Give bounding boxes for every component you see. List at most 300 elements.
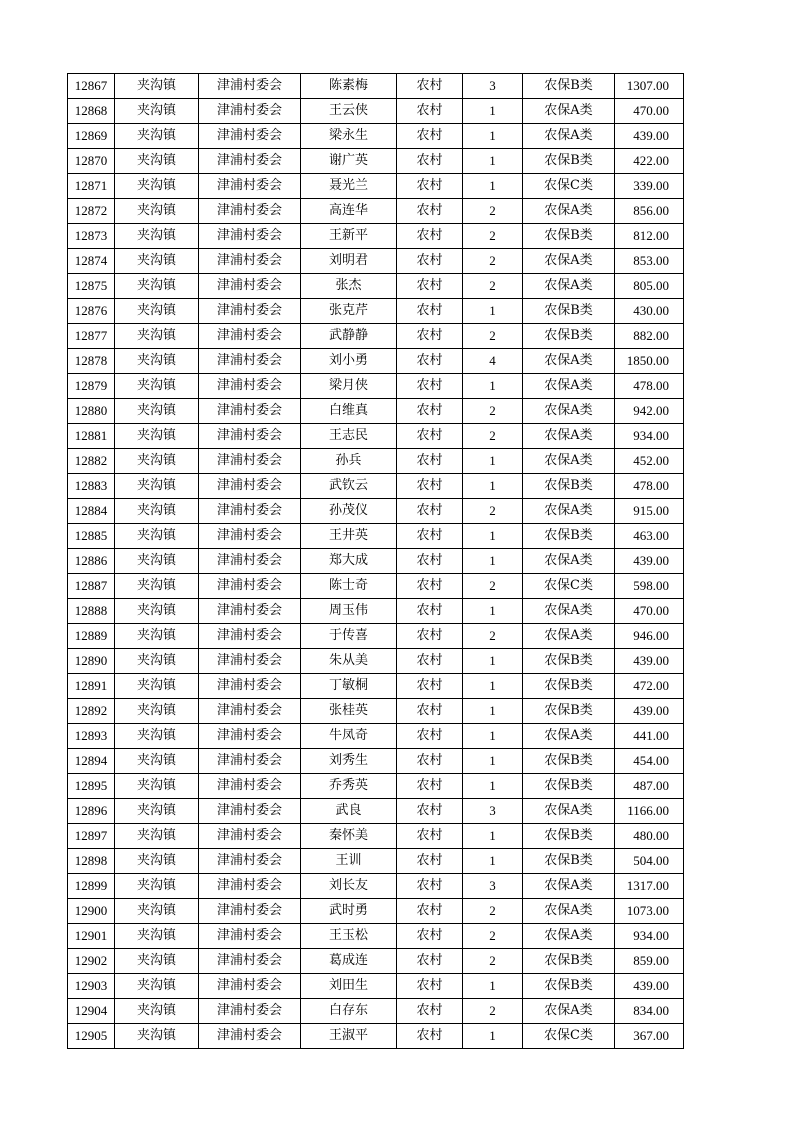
cell-household-count: 3 [463,874,523,899]
cell-person-name: 张桂英 [301,699,397,724]
cell-area-type: 农村 [397,474,463,499]
table-row [68,224,684,249]
cell-household-count: 1 [463,824,523,849]
cell-insurance-category: 农保B类 [523,824,615,849]
table-row [68,474,684,499]
cell-area-type: 农村 [397,774,463,799]
cell-village: 津浦村委会 [199,224,301,249]
cell-area-type: 农村 [397,199,463,224]
cell-person-name: 牛凤奇 [301,724,397,749]
cell-insurance-category: 农保A类 [523,199,615,224]
cell-village: 津浦村委会 [199,749,301,774]
cell-town: 夹沟镇 [115,699,199,724]
cell-insurance-category: 农保B类 [523,299,615,324]
cell-household-count: 1 [463,724,523,749]
cell-record-id: 12886 [68,549,115,574]
cell-amount: 452.00 [615,449,684,474]
cell-insurance-category: 农保A类 [523,874,615,899]
cell-person-name: 郑大成 [301,549,397,574]
cell-record-id: 12902 [68,949,115,974]
cell-record-id: 12896 [68,799,115,824]
cell-insurance-category: 农保A类 [523,549,615,574]
cell-village: 津浦村委会 [199,674,301,699]
cell-village: 津浦村委会 [199,774,301,799]
cell-person-name: 陈素梅 [301,74,397,99]
cell-household-count: 1 [463,849,523,874]
cell-insurance-category: 农保A类 [523,124,615,149]
cell-household-count: 2 [463,574,523,599]
cell-amount: 422.00 [615,149,684,174]
cell-person-name: 陈士奇 [301,574,397,599]
cell-record-id: 12883 [68,474,115,499]
cell-town: 夹沟镇 [115,674,199,699]
cell-household-count: 1 [463,649,523,674]
cell-household-count: 3 [463,799,523,824]
cell-amount: 1307.00 [615,74,684,99]
cell-record-id: 12890 [68,649,115,674]
cell-amount: 470.00 [615,99,684,124]
cell-area-type: 农村 [397,849,463,874]
cell-insurance-category: 农保C类 [523,574,615,599]
cell-village: 津浦村委会 [199,699,301,724]
cell-household-count: 2 [463,274,523,299]
table-row [68,674,684,699]
cell-village: 津浦村委会 [199,424,301,449]
cell-record-id: 12873 [68,224,115,249]
cell-record-id: 12893 [68,724,115,749]
table-row [68,124,684,149]
cell-person-name: 武钦云 [301,474,397,499]
cell-record-id: 12878 [68,349,115,374]
cell-record-id: 12889 [68,624,115,649]
cell-person-name: 聂光兰 [301,174,397,199]
table-row [68,274,684,299]
records-table-body [68,74,684,1049]
cell-town: 夹沟镇 [115,249,199,274]
cell-village: 津浦村委会 [199,1024,301,1049]
cell-town: 夹沟镇 [115,224,199,249]
cell-amount: 439.00 [615,124,684,149]
cell-amount: 430.00 [615,299,684,324]
cell-area-type: 农村 [397,374,463,399]
cell-town: 夹沟镇 [115,974,199,999]
cell-person-name: 刘明君 [301,249,397,274]
cell-town: 夹沟镇 [115,724,199,749]
cell-town: 夹沟镇 [115,749,199,774]
cell-insurance-category: 农保A类 [523,924,615,949]
cell-record-id: 12881 [68,424,115,449]
cell-household-count: 1 [463,449,523,474]
table-row [68,949,684,974]
table-row [68,499,684,524]
cell-village: 津浦村委会 [199,399,301,424]
table-row [68,599,684,624]
cell-household-count: 2 [463,949,523,974]
cell-area-type: 农村 [397,899,463,924]
cell-amount: 812.00 [615,224,684,249]
cell-person-name: 朱从美 [301,649,397,674]
cell-area-type: 农村 [397,674,463,699]
cell-household-count: 3 [463,74,523,99]
table-row [68,999,684,1024]
cell-area-type: 农村 [397,949,463,974]
cell-town: 夹沟镇 [115,374,199,399]
cell-insurance-category: 农保B类 [523,699,615,724]
cell-area-type: 农村 [397,574,463,599]
cell-town: 夹沟镇 [115,174,199,199]
cell-amount: 856.00 [615,199,684,224]
table-row [68,449,684,474]
cell-person-name: 王云侠 [301,99,397,124]
cell-record-id: 12868 [68,99,115,124]
cell-record-id: 12882 [68,449,115,474]
cell-town: 夹沟镇 [115,899,199,924]
cell-amount: 439.00 [615,974,684,999]
cell-person-name: 刘田生 [301,974,397,999]
cell-household-count: 2 [463,399,523,424]
table-row [68,724,684,749]
cell-town: 夹沟镇 [115,299,199,324]
cell-insurance-category: 农保A类 [523,799,615,824]
cell-town: 夹沟镇 [115,349,199,374]
cell-household-count: 1 [463,174,523,199]
cell-record-id: 12880 [68,399,115,424]
cell-record-id: 12877 [68,324,115,349]
cell-household-count: 2 [463,424,523,449]
cell-village: 津浦村委会 [199,124,301,149]
cell-village: 津浦村委会 [199,599,301,624]
cell-household-count: 1 [463,1024,523,1049]
cell-area-type: 农村 [397,824,463,849]
cell-insurance-category: 农保A类 [523,724,615,749]
cell-town: 夹沟镇 [115,399,199,424]
cell-area-type: 农村 [397,424,463,449]
cell-household-count: 2 [463,224,523,249]
cell-town: 夹沟镇 [115,949,199,974]
cell-insurance-category: 农保B类 [523,849,615,874]
table-row [68,899,684,924]
cell-village: 津浦村委会 [199,849,301,874]
cell-area-type: 农村 [397,174,463,199]
table-row [68,924,684,949]
cell-person-name: 秦怀美 [301,824,397,849]
cell-amount: 1073.00 [615,899,684,924]
cell-village: 津浦村委会 [199,74,301,99]
cell-amount: 1317.00 [615,874,684,899]
cell-town: 夹沟镇 [115,924,199,949]
cell-amount: 478.00 [615,374,684,399]
cell-record-id: 12904 [68,999,115,1024]
cell-person-name: 武时勇 [301,899,397,924]
cell-record-id: 12901 [68,924,115,949]
cell-village: 津浦村委会 [199,449,301,474]
cell-village: 津浦村委会 [199,624,301,649]
cell-insurance-category: 农保A类 [523,374,615,399]
cell-household-count: 1 [463,99,523,124]
cell-area-type: 农村 [397,649,463,674]
cell-household-count: 1 [463,524,523,549]
table-row [68,99,684,124]
table-row [68,699,684,724]
cell-amount: 439.00 [615,699,684,724]
cell-amount: 470.00 [615,599,684,624]
cell-town: 夹沟镇 [115,499,199,524]
cell-record-id: 12899 [68,874,115,899]
table-row [68,874,684,899]
table-row [68,74,684,99]
cell-insurance-category: 农保B类 [523,74,615,99]
cell-village: 津浦村委会 [199,199,301,224]
cell-person-name: 白维真 [301,399,397,424]
cell-record-id: 12892 [68,699,115,724]
cell-area-type: 农村 [397,299,463,324]
cell-amount: 454.00 [615,749,684,774]
cell-person-name: 丁敏桐 [301,674,397,699]
cell-village: 津浦村委会 [199,924,301,949]
cell-town: 夹沟镇 [115,774,199,799]
table-row [68,199,684,224]
cell-area-type: 农村 [397,124,463,149]
cell-household-count: 1 [463,674,523,699]
cell-town: 夹沟镇 [115,524,199,549]
cell-person-name: 武良 [301,799,397,824]
cell-household-count: 2 [463,199,523,224]
table-row [68,749,684,774]
table-row [68,349,684,374]
table-row [68,524,684,549]
cell-area-type: 农村 [397,599,463,624]
cell-household-count: 1 [463,474,523,499]
cell-insurance-category: 农保A类 [523,424,615,449]
cell-household-count: 2 [463,249,523,274]
table-row [68,324,684,349]
cell-area-type: 农村 [397,549,463,574]
cell-insurance-category: 农保A类 [523,399,615,424]
cell-amount: 1850.00 [615,349,684,374]
table-row [68,849,684,874]
cell-village: 津浦村委会 [199,574,301,599]
cell-village: 津浦村委会 [199,474,301,499]
cell-record-id: 12870 [68,149,115,174]
cell-record-id: 12903 [68,974,115,999]
cell-amount: 915.00 [615,499,684,524]
cell-record-id: 12872 [68,199,115,224]
cell-household-count: 1 [463,124,523,149]
cell-household-count: 2 [463,624,523,649]
cell-village: 津浦村委会 [199,874,301,899]
cell-insurance-category: 农保A类 [523,99,615,124]
cell-town: 夹沟镇 [115,99,199,124]
cell-insurance-category: 农保A类 [523,999,615,1024]
cell-area-type: 农村 [397,99,463,124]
cell-household-count: 1 [463,299,523,324]
table-row [68,549,684,574]
cell-amount: 1166.00 [615,799,684,824]
cell-household-count: 1 [463,549,523,574]
cell-town: 夹沟镇 [115,74,199,99]
cell-village: 津浦村委会 [199,999,301,1024]
cell-record-id: 12879 [68,374,115,399]
cell-insurance-category: 农保A类 [523,349,615,374]
cell-insurance-category: 农保A类 [523,899,615,924]
cell-record-id: 12867 [68,74,115,99]
cell-record-id: 12905 [68,1024,115,1049]
cell-town: 夹沟镇 [115,849,199,874]
table-row [68,174,684,199]
cell-town: 夹沟镇 [115,449,199,474]
cell-village: 津浦村委会 [199,899,301,924]
cell-insurance-category: 农保B类 [523,674,615,699]
table-row [68,299,684,324]
table-row [68,399,684,424]
cell-insurance-category: 农保B类 [523,524,615,549]
cell-record-id: 12891 [68,674,115,699]
cell-village: 津浦村委会 [199,649,301,674]
cell-insurance-category: 农保B类 [523,149,615,174]
cell-record-id: 12875 [68,274,115,299]
cell-household-count: 2 [463,999,523,1024]
cell-area-type: 农村 [397,149,463,174]
cell-person-name: 于传喜 [301,624,397,649]
cell-amount: 859.00 [615,949,684,974]
cell-town: 夹沟镇 [115,324,199,349]
table-row [68,974,684,999]
cell-insurance-category: 农保B类 [523,324,615,349]
table-row [68,824,684,849]
cell-household-count: 1 [463,749,523,774]
table-row [68,774,684,799]
cell-person-name: 王玉松 [301,924,397,949]
cell-record-id: 12897 [68,824,115,849]
cell-household-count: 2 [463,924,523,949]
cell-insurance-category: 农保A类 [523,499,615,524]
cell-amount: 439.00 [615,649,684,674]
cell-area-type: 农村 [397,324,463,349]
records-table [67,73,684,1049]
cell-area-type: 农村 [397,999,463,1024]
cell-household-count: 4 [463,349,523,374]
cell-record-id: 12888 [68,599,115,624]
table-row [68,1024,684,1049]
cell-area-type: 农村 [397,399,463,424]
cell-amount: 472.00 [615,674,684,699]
cell-record-id: 12871 [68,174,115,199]
cell-area-type: 农村 [397,874,463,899]
cell-village: 津浦村委会 [199,324,301,349]
cell-area-type: 农村 [397,499,463,524]
cell-person-name: 王井英 [301,524,397,549]
cell-village: 津浦村委会 [199,299,301,324]
cell-area-type: 农村 [397,724,463,749]
cell-village: 津浦村委会 [199,974,301,999]
table-row [68,149,684,174]
cell-area-type: 农村 [397,249,463,274]
cell-person-name: 王训 [301,849,397,874]
cell-person-name: 孙茂仪 [301,499,397,524]
cell-person-name: 王志民 [301,424,397,449]
cell-town: 夹沟镇 [115,574,199,599]
cell-area-type: 农村 [397,974,463,999]
cell-household-count: 2 [463,899,523,924]
cell-insurance-category: 农保A类 [523,599,615,624]
table-row [68,574,684,599]
cell-area-type: 农村 [397,1024,463,1049]
cell-village: 津浦村委会 [199,799,301,824]
cell-person-name: 张克芹 [301,299,397,324]
cell-town: 夹沟镇 [115,424,199,449]
cell-town: 夹沟镇 [115,874,199,899]
cell-insurance-category: 农保C类 [523,174,615,199]
cell-town: 夹沟镇 [115,474,199,499]
cell-town: 夹沟镇 [115,624,199,649]
cell-town: 夹沟镇 [115,274,199,299]
cell-record-id: 12894 [68,749,115,774]
cell-village: 津浦村委会 [199,99,301,124]
cell-area-type: 农村 [397,449,463,474]
cell-amount: 367.00 [615,1024,684,1049]
cell-person-name: 王淑平 [301,1024,397,1049]
cell-person-name: 白存东 [301,999,397,1024]
cell-town: 夹沟镇 [115,599,199,624]
cell-amount: 882.00 [615,324,684,349]
cell-village: 津浦村委会 [199,549,301,574]
table-row [68,624,684,649]
cell-person-name: 周玉伟 [301,599,397,624]
cell-person-name: 梁月侠 [301,374,397,399]
cell-person-name: 葛成连 [301,949,397,974]
cell-household-count: 1 [463,774,523,799]
cell-area-type: 农村 [397,699,463,724]
cell-record-id: 12887 [68,574,115,599]
cell-person-name: 梁永生 [301,124,397,149]
cell-person-name: 高连华 [301,199,397,224]
cell-person-name: 孙兵 [301,449,397,474]
cell-person-name: 谢广英 [301,149,397,174]
cell-household-count: 1 [463,974,523,999]
cell-household-count: 2 [463,499,523,524]
cell-insurance-category: 农保B类 [523,949,615,974]
cell-village: 津浦村委会 [199,524,301,549]
cell-person-name: 张杰 [301,274,397,299]
table-row [68,424,684,449]
cell-insurance-category: 农保B类 [523,649,615,674]
cell-person-name: 刘长友 [301,874,397,899]
cell-insurance-category: 农保A类 [523,449,615,474]
cell-insurance-category: 农保B类 [523,474,615,499]
cell-record-id: 12874 [68,249,115,274]
cell-record-id: 12884 [68,499,115,524]
cell-area-type: 农村 [397,74,463,99]
cell-person-name: 乔秀英 [301,774,397,799]
cell-amount: 439.00 [615,549,684,574]
cell-amount: 834.00 [615,999,684,1024]
cell-town: 夹沟镇 [115,549,199,574]
cell-household-count: 1 [463,699,523,724]
cell-area-type: 农村 [397,274,463,299]
cell-town: 夹沟镇 [115,199,199,224]
cell-amount: 946.00 [615,624,684,649]
cell-amount: 504.00 [615,849,684,874]
table-row [68,249,684,274]
cell-insurance-category: 农保C类 [523,1024,615,1049]
cell-area-type: 农村 [397,224,463,249]
cell-person-name: 刘小勇 [301,349,397,374]
table-row [68,374,684,399]
cell-insurance-category: 农保B类 [523,774,615,799]
cell-area-type: 农村 [397,349,463,374]
cell-amount: 598.00 [615,574,684,599]
cell-town: 夹沟镇 [115,799,199,824]
